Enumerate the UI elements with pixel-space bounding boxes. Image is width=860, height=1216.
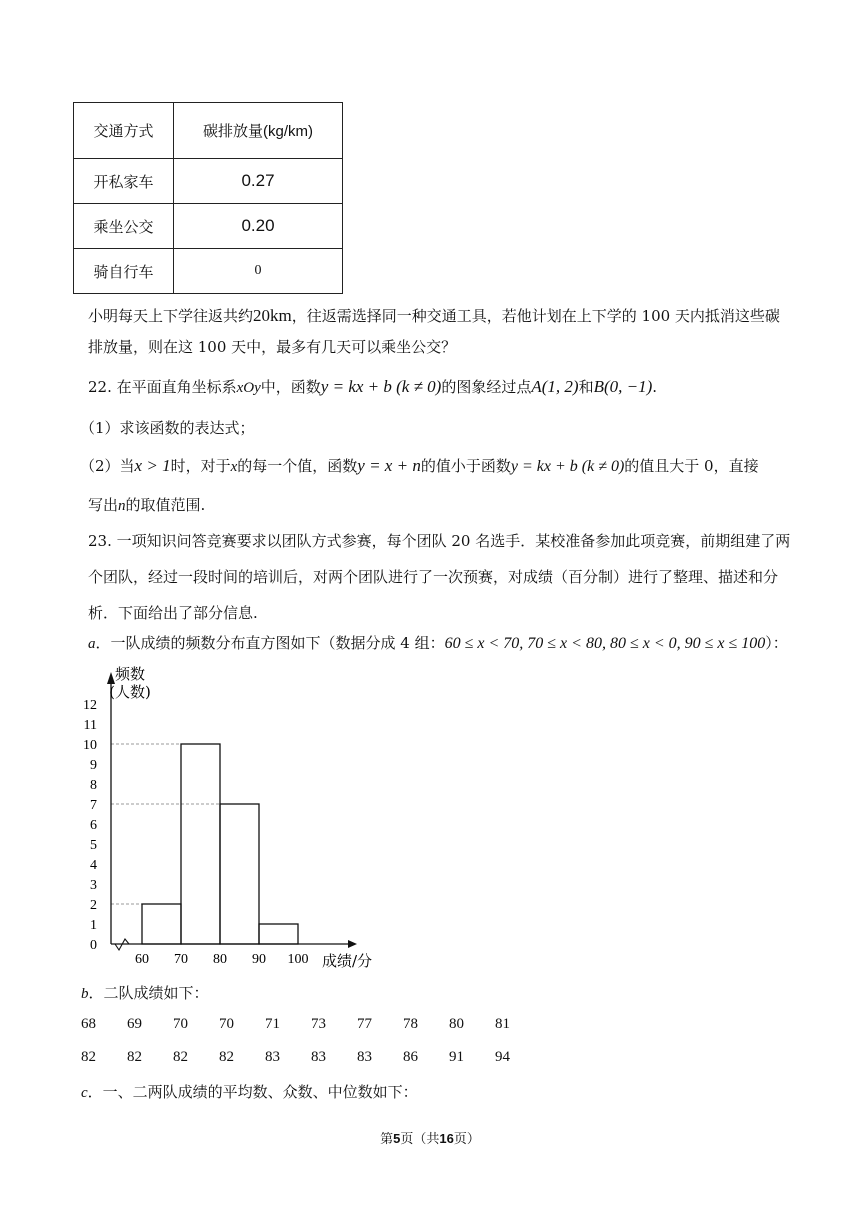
q22-text: 的每一个值，函数 [237,457,358,475]
histogram-bar [259,924,298,944]
header-mode: 交通方式 [74,103,174,159]
q22-part1: （1）求该函数的表达式； [80,419,255,437]
y-tick-label: 7 [90,798,97,813]
page-number: 5 [393,1131,401,1146]
x-tick-label: 70 [174,952,188,967]
x-tick-label: 100 [287,952,309,967]
carbon-table [73,102,343,294]
page-total: 16 [439,1131,454,1146]
x-axis-arrow [348,940,357,948]
q22-text: 的值小于函数 [420,457,511,475]
y-tick-label: 11 [83,718,97,733]
q23-a-line [88,633,788,654]
q22-part2-line1 [80,456,759,477]
score: 80 [449,1016,464,1032]
q21-line1 [88,306,780,326]
y-tick-label: 5 [90,838,97,853]
footer-text: 第 [380,1132,394,1147]
score: 83 [265,1049,280,1065]
q22-text: （2）当 [80,457,135,475]
footer-text: 页（共 [400,1132,440,1147]
y-tick-label: 4 [90,858,97,873]
item-c-label: c [81,1085,88,1101]
score: 91 [449,1049,464,1065]
score: 73 [311,1016,326,1032]
y-axis-label: 频数 [114,665,146,683]
var-x: x [230,459,238,475]
item-c-text: ．一、二两队成绩的平均数、众数、中位数如下： [87,1083,418,1101]
group-ranges: 60 ≤ x < 70, 70 ≤ x < 80, 80 ≤ x < 0, 90 ≤ x ≤ 100 [444,635,766,652]
q21-text-b: ，往返需选择同一种交通工具，若他计划在上下学的 100 天内抵消这些碳 [291,307,780,325]
score: 82 [127,1049,142,1065]
q22-line1 [88,377,657,398]
score: 70 [173,1016,188,1032]
function3-expr: y = kx + b (k ≠ 0) [510,458,625,475]
distance-value: 20km [253,306,292,325]
q22-text: 和 [578,378,594,396]
q22-text: 的值且大于 0，直接 [624,457,759,475]
q22-text: 的图象经过点 [441,378,532,396]
y-tick-label: 10 [83,738,97,753]
value-cell: 0.27 [174,159,343,204]
y-tick-label: 9 [90,758,97,773]
axes-label: xOy [236,380,261,396]
histogram-bar [181,744,220,944]
score: 71 [265,1016,280,1032]
score: 83 [311,1049,326,1065]
x-axis-label: 成绩/分 [322,952,373,970]
y-tick-label: 12 [83,698,97,713]
score: 86 [403,1049,418,1065]
score: 82 [219,1049,234,1065]
score: 82 [81,1049,96,1065]
score: 77 [357,1016,372,1032]
mode-cell: 开私家车 [74,159,174,204]
score: 94 [495,1049,510,1065]
mode-cell: 乘坐公交 [74,204,174,249]
y-tick-label: 1 [90,918,97,933]
point-a: A(1, 2) [531,377,579,396]
q23-line1: 23. 一项知识问答竞赛要求以团队方式参赛，每个团队 20 名选手．某校准备参加此项竞赛，前期组建了两 [88,532,791,550]
score: 81 [495,1016,510,1032]
q23-line3: 析．下面给出了部分信息. [88,604,258,622]
team2-scores-row1 [81,1016,541,1033]
q21-line2: 排放量，则在这 100 天中，最多有几天可以乘坐公交？ [88,338,457,356]
score: 70 [219,1016,234,1032]
histogram-bar [220,804,259,944]
q22-part2-line2 [88,495,205,516]
x-tick-label: 60 [135,952,149,967]
table-row [74,249,343,294]
q22-text: 的取值范围. [125,496,206,514]
histogram-bar [142,904,181,944]
q21-text-a: 小明每天上下学往返共约 [88,307,254,325]
q22-text: 时，对于 [170,457,231,475]
q22-text: 写出 [88,496,119,514]
y-tick-label: 3 [90,878,97,893]
mode-cell: 骑自行车 [74,249,174,294]
item-a-text: ．一队成绩的频数分布直方图如下（数据分成 4 组： [95,634,445,652]
page-footer [0,1128,860,1147]
x-tick-label: 80 [213,952,227,967]
score: 69 [127,1016,142,1032]
q22-text: 22. 在平面直角坐标系 [88,378,237,396]
table-row [74,159,343,204]
footer-text: 页） [453,1132,480,1147]
score: 78 [403,1016,418,1032]
q22-text: . [652,378,658,396]
q22-text: 中，函数 [260,378,321,396]
score: 82 [173,1049,188,1065]
item-b-label: b [81,986,89,1002]
y-tick-label: 6 [90,818,97,833]
score: 83 [357,1049,372,1065]
q23-b-line [81,983,209,1004]
value-cell: 0 [174,249,343,294]
point-b: B(0, −1) [593,377,653,396]
item-a-label: a [88,636,96,652]
condition-expr: x > 1 [134,456,171,475]
value-cell: 0.20 [174,204,343,249]
function2-expr: y = x + n [357,456,421,475]
q23-line2: 个团队，经过一段时间的培训后，对两个团队进行了一次预赛，对成绩（百分制）进行了整理、描述和分 [88,568,779,586]
table-row [74,204,343,249]
header-emission: 碳排放量(kg/km) [174,103,343,159]
score: 68 [81,1016,96,1032]
item-a-end: ）： [765,634,788,652]
y-tick-label: 8 [90,778,97,793]
histogram-chart [70,662,390,972]
y-tick-label: 0 [90,938,97,953]
q23-c-line [81,1082,418,1103]
y-tick-label: 2 [90,898,97,913]
item-b-text: ．二队成绩如下： [88,984,209,1002]
team2-scores-row2 [81,1049,541,1066]
y-axis-label-unit: (人数) [109,683,151,701]
var-n: n [118,498,126,514]
x-tick-label: 90 [252,952,266,967]
table-header-row [74,103,343,159]
function-expr: y = kx + b (k ≠ 0) [320,377,442,396]
